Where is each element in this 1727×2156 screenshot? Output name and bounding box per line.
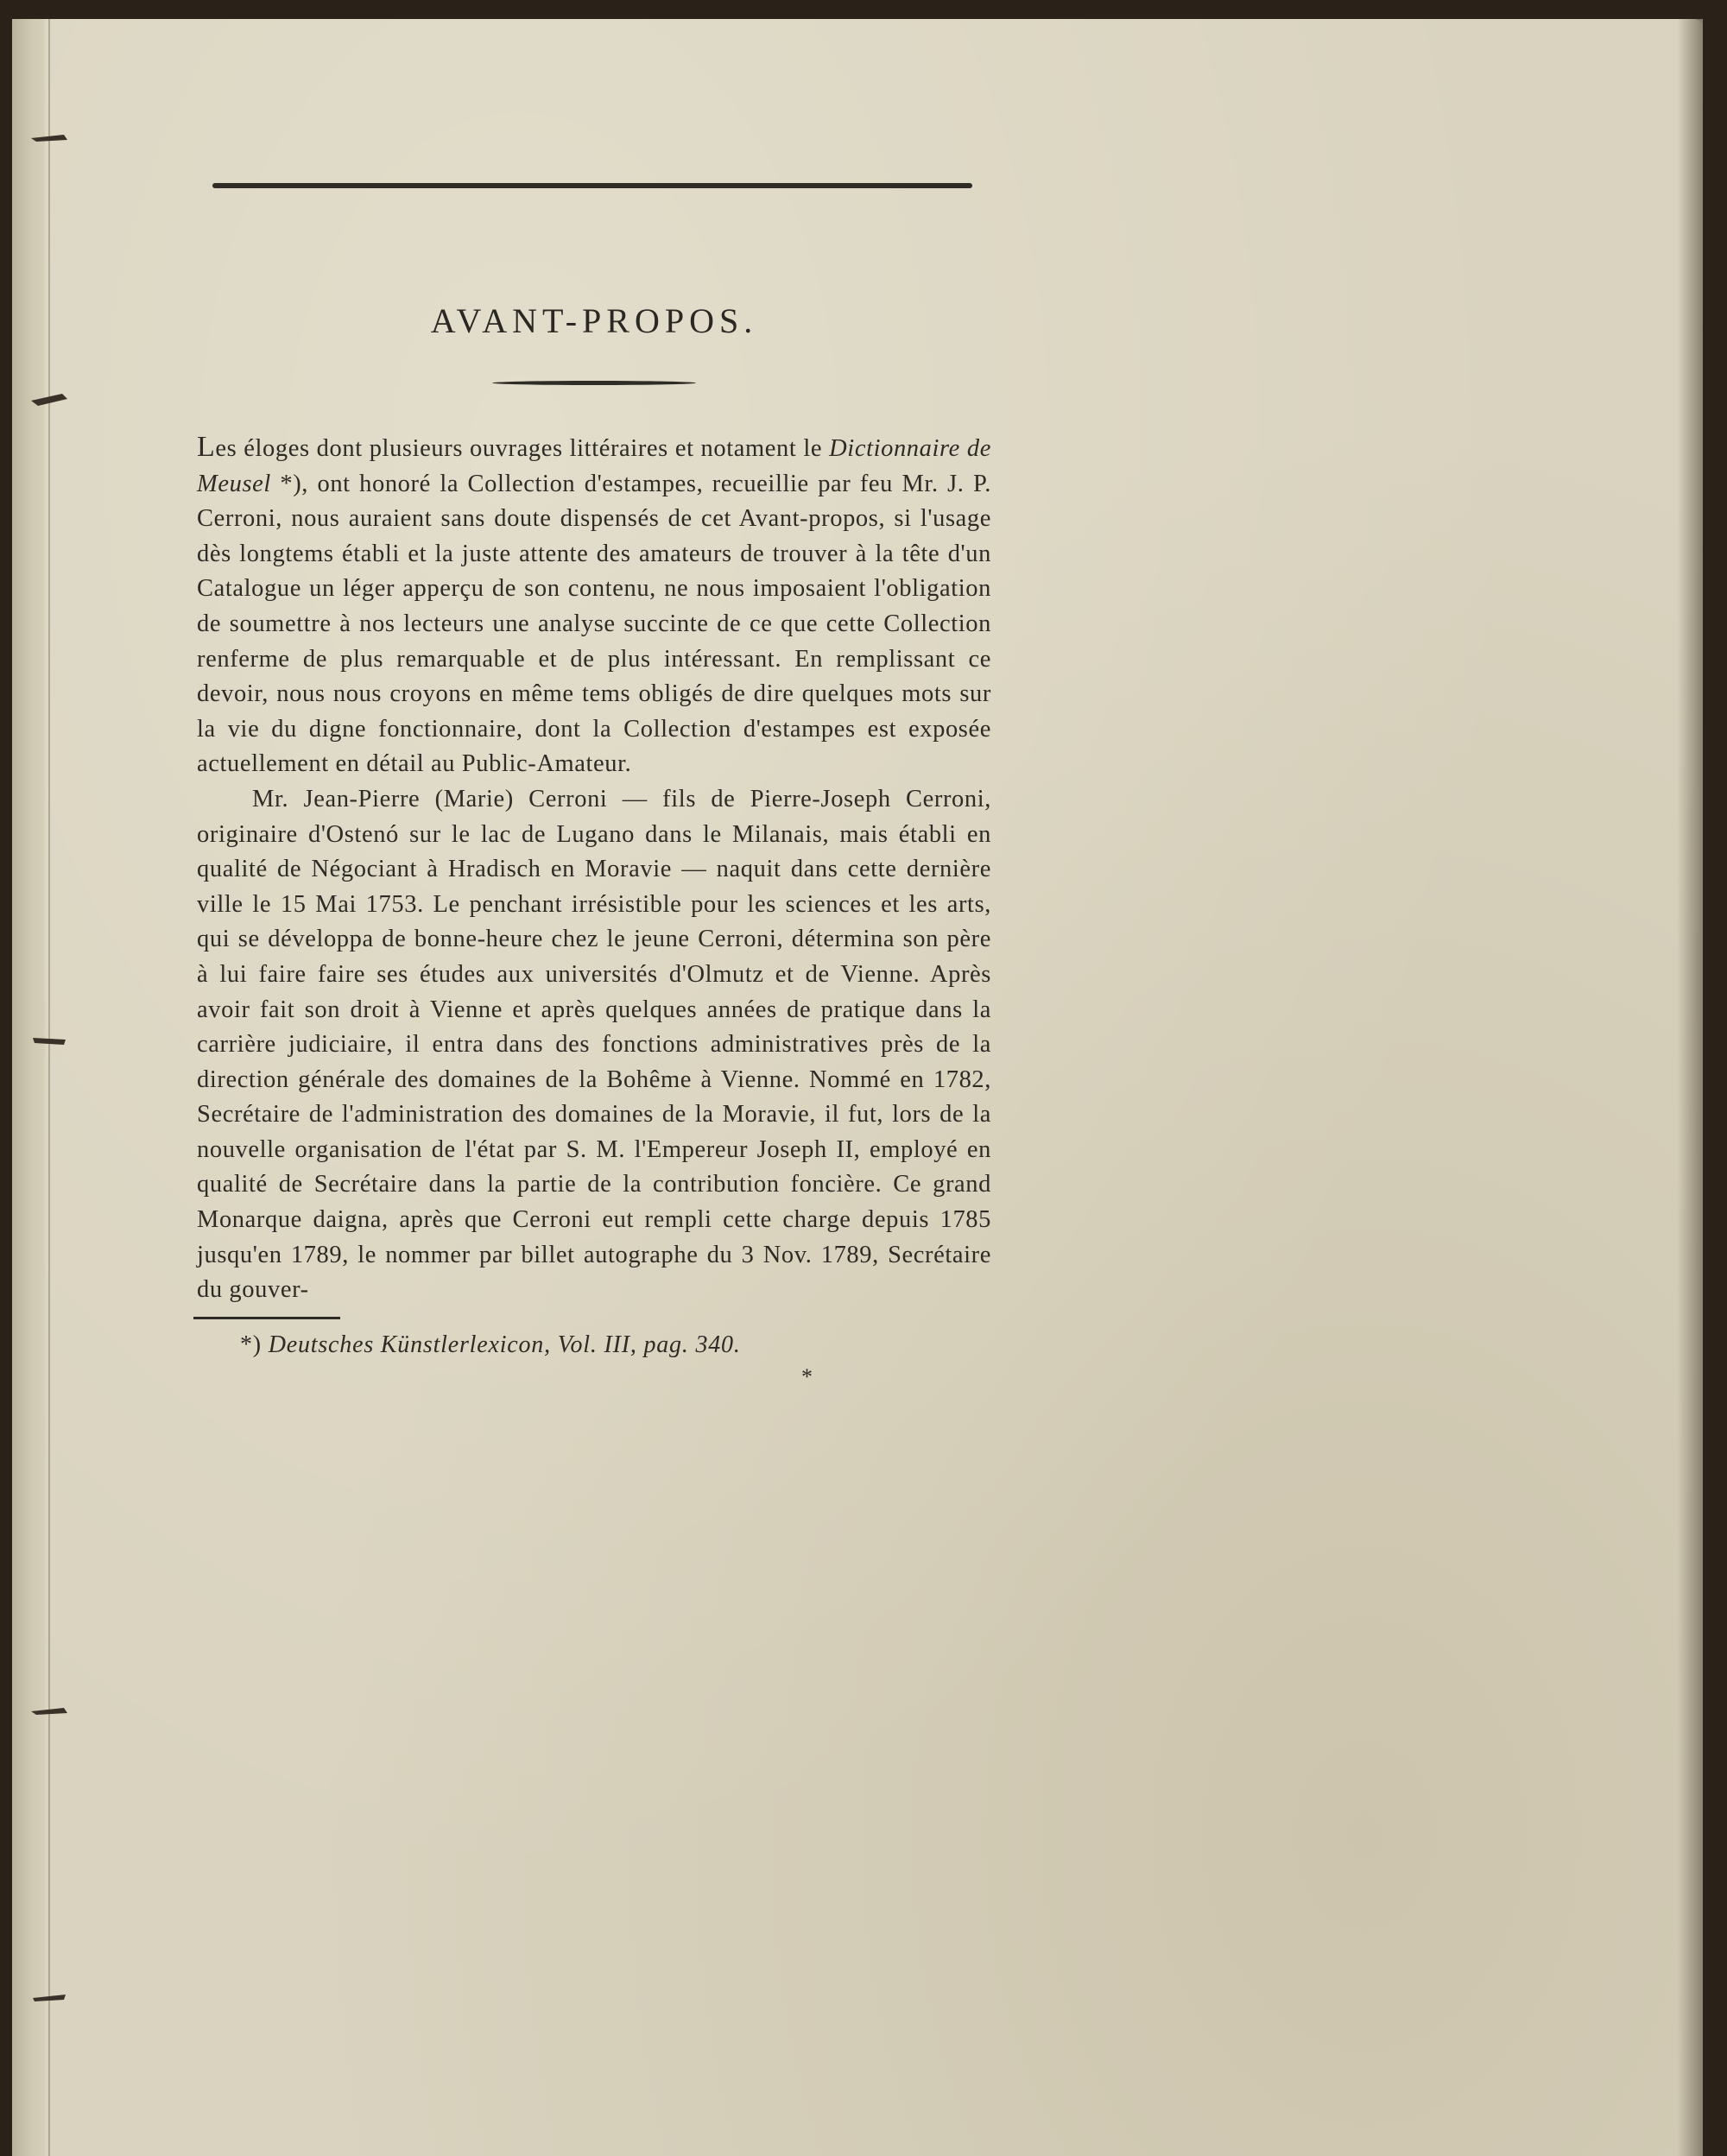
footnote-rule	[193, 1317, 340, 1319]
footnote-mark: *)	[240, 1331, 269, 1358]
signature-mark: *	[801, 1363, 813, 1389]
top-rule	[212, 183, 972, 188]
binding-gutter	[12, 19, 45, 2156]
body-text	[197, 430, 991, 1308]
page-edge-shadow	[1677, 19, 1703, 2156]
footnote-reference-mark: *)	[270, 470, 302, 497]
reference-italic: Dictionnaire de Meusel	[197, 435, 991, 497]
fold-line	[48, 19, 50, 2156]
paper-sheet	[12, 19, 1703, 2156]
stitch-mark	[29, 1988, 69, 2005]
footnote-text: Deutsches Künstlerlexicon, Vol. III, pag. 340.	[268, 1331, 741, 1358]
page-title: AVANT-PROPOS.	[430, 301, 758, 340]
stitch-mark	[29, 1703, 69, 1720]
paragraph-1-rest: , ont honoré la Collection d'estampes, recueillie par feu Mr. J. P. Cerroni, nous auraient sans doute dispensés de cet Avant-propos, si l'usage dès longtems établi et la juste attente des amateurs de trouver à la tête d'un Catalogue un léger apperçu de son contenu, ne nous imposaient l'obligation de soumettre à nos lecteurs une analyse succinte de ce que cette Collection renferme de plus remarquable et de plus intéressant. En remplissant ce devoir, nous nous croyons en même tems obligés de dire quelques mots sur la vie du digne fonctionnaire, dont la Collection d'estampes est exposée actuellement en détail au Public-Amateur.	[197, 470, 991, 778]
title-ornament-rule	[492, 381, 696, 385]
stitch-mark	[29, 390, 69, 408]
stitch-mark	[29, 1031, 69, 1048]
paragraph-1	[197, 430, 991, 782]
footnote	[240, 1331, 991, 1359]
lead-letter: L	[197, 431, 216, 463]
paragraph-1-lead: es éloges dont plusieurs ouvrages littéraires et notament le	[215, 435, 830, 462]
stitch-mark	[29, 130, 69, 147]
paragraph-2: Mr. Jean-Pierre (Marie) Cerroni — fils de Pierre-Joseph Cerroni, originaire d'Ostenó sur le lac de Lugano dans le Milanais, mais établi en qualité de Négociant à Hradisch en Moravie — naquit dans cette dernière ville le 15 Mai 1753. Le penchant irrésistible pour les sciences et les arts, qui se développa de bonne-heure chez le jeune Cerroni, détermina son père à lui faire faire ses études aux universités d'Olmutz et de Vienne. Après avoir fait son droit à Vienne et après quelques années de pratique dans la carrière judiciaire, il entra dans des fonctions administratives près de la direction générale des domaines de la Bohême à Vienne. Nommé en 1782, Secrétaire de l'administration des domaines de la Moravie, il fut, lors de la nouvelle organisation de l'état par S. M. l'Empereur Joseph II, employé en qualité de Secrétaire dans la partie de la contribution foncière. Ce grand Monarque daigna, après que Cerroni eut rempli cette charge depuis 1785 jusqu'en 1789, le nommer par billet autographe du 3 Nov. 1789, Secrétaire du gouver-	[197, 785, 991, 1304]
text-block	[197, 183, 991, 1390]
